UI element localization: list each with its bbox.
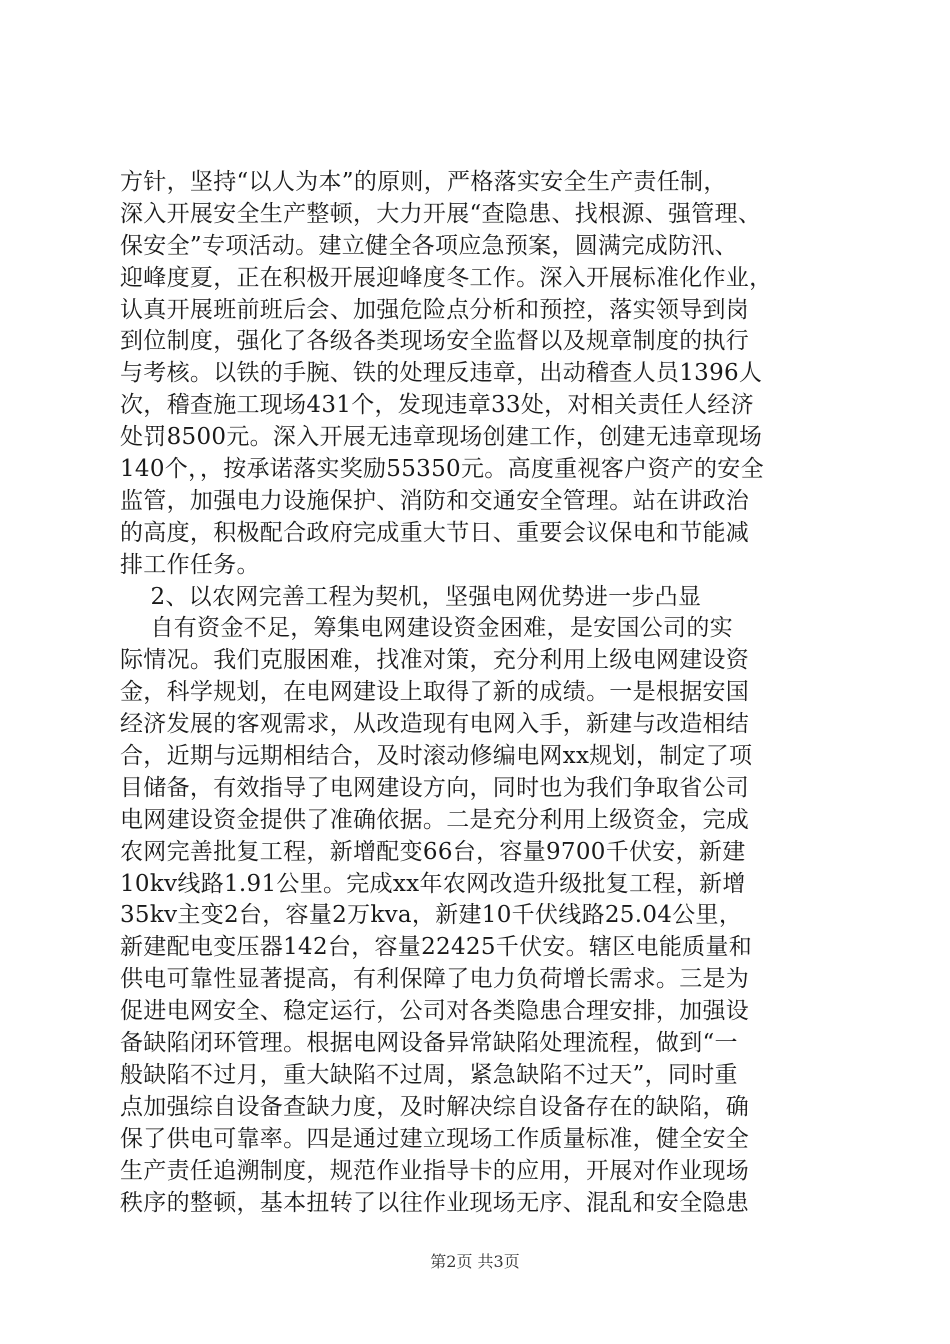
text-line: 到位制度，强化了各级各类现场安全监督以及规章制度的执行 [120,328,750,355]
text-line: 次，稽查施工现场431个，发现违章33处，对相关责任人经济 [120,392,754,419]
text-line: 35kv主变2台，容量2万kva，新建10千伏线路25.04公里， [120,902,743,929]
text-line: 新建配电变压器142台，容量22425千伏安。辖区电能质量和 [120,934,753,961]
text-line: 深入开展安全生产整顿，大力开展“查隐患、找根源、强管理、 [120,200,762,227]
text-line: 监管，加强电力设施保护、消防和交通安全管理。站在讲政治 [120,487,750,514]
page-footer: 第2页 共3页 [430,1252,520,1271]
text-line: 电网建设资金提供了准确依据。二是充分利用上级资金，完成 [120,806,750,833]
text-line: 方针，坚持“以人为本”的原则，严格落实安全生产责任制， [120,169,727,195]
text-line: 际情况。我们克服困难，找准对策，充分利用上级电网建设资 [120,647,750,674]
text-line: 点加强综自设备查缺力度，及时解决综自设备存在的缺陷，确 [120,1093,750,1120]
text-line: 10kv线路1.91公里。完成xx年农网改造升级批复工程，新增 [120,870,746,897]
text-line: 农网完善批复工程，新增配变66台，容量9700千伏安，新建 [120,838,746,865]
text-line: 促进电网安全、稳定运行，公司对各类隐患合理安排，加强设 [120,998,750,1025]
text-line: 保了供电可靠率。四是通过建立现场工作质量标准，健全安全 [120,1125,750,1152]
text-line: 的高度，积极配合政府完成重大节日、重要会议保电和节能减 [120,519,750,546]
text-line: 自有资金不足，筹集电网建设资金困难，是安国公司的实 [120,615,733,642]
text-line: 排工作任务。 [120,551,260,578]
text-line: 秩序的整顿，基本扭转了以往作业现场无序、混乱和安全隐患 [120,1189,750,1216]
text-line: 140个，，按承诺落实奖励55350元。高度重视客户资产的安全 [120,456,764,483]
text-line: 备缺陷闭环管理。根据电网设备异常缺陷处理流程，做到“一 [120,1030,738,1057]
text-line: 认真开展班前班后会、加强危险点分析和预控，落实领导到岗 [120,296,750,323]
text-line: 处罚8500元。深入开展无违章现场创建工作，创建无违章现场 [120,424,763,451]
text-line: 目储备，有效指导了电网建设方向，同时也为我们争取省公司 [120,774,750,801]
text-line: 保安全”专项活动。建立健全各项应急预案，圆满完成防汛、 [120,232,738,259]
text-line: 2、以农网完善工程为契机，坚强电网优势进一步凸显 [120,583,702,610]
text-line: 合，近期与远期相结合，及时滚动修编电网xx规划，制定了项 [120,743,753,770]
text-line: 供电可靠性显著提高，有利保障了电力负荷增长需求。三是为 [120,966,750,993]
text-line: 经济发展的客观需求，从改造现有电网入手，新建与改造相结 [120,711,750,738]
text-line: 般缺陷不过月，重大缺陷不过周，紧急缺陷不过天”，同时重 [120,1061,738,1088]
text-line: 金，科学规划，在电网建设上取得了新的成绩。一是根据安国 [120,679,750,706]
text-line: 迎峰度夏，正在积极开展迎峰度冬工作。深入开展标准化作业， [120,264,773,291]
document-body [120,167,840,1219]
text-line: 生产责任追溯制度，规范作业指导卡的应用，开展对作业现场 [120,1157,750,1184]
text-line: 与考核。以铁的手腕、铁的处理反违章，出动稽查人员1396人 [120,360,763,387]
